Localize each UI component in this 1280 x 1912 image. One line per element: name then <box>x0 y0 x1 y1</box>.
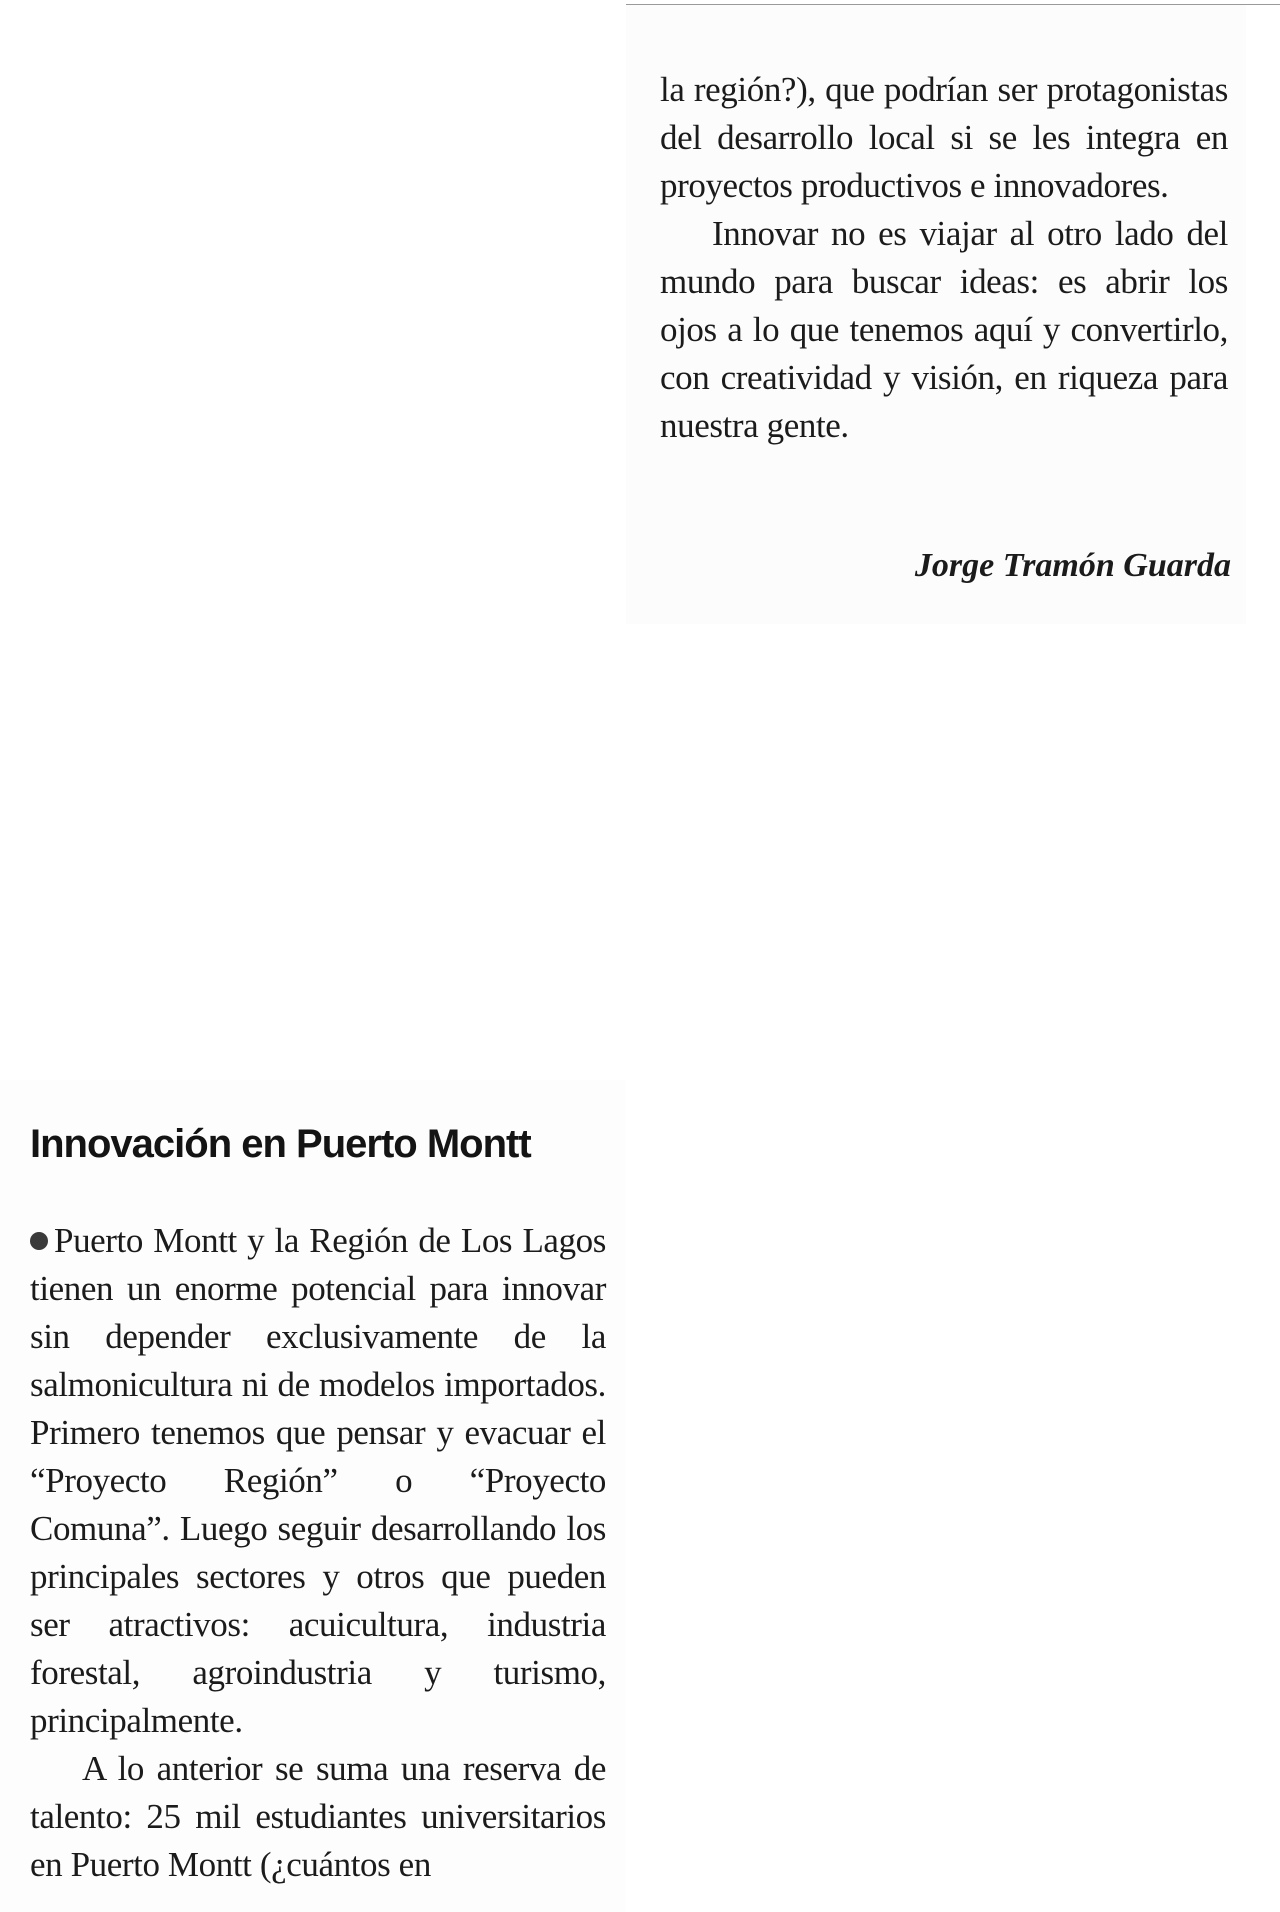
column-top-rule <box>626 4 1280 5</box>
article-paragraph-2: A lo anterior se suma una reserva de talento: 25 mil estudiantes universitarios en Puerto Montt (¿cuántos en <box>30 1749 606 1884</box>
continuation-paragraph-2: Innovar no es viajar al otro lado del mundo para buscar ideas: es abrir los ojos a lo que tenemos aquí y convertirlo, con creatividad y visión, en riqueza para nuestra gente. <box>660 214 1228 445</box>
continuation-paragraph-1: la región?), que podrían ser protagonistas del desarrollo local si se les integra en proyectos productivos e innovadores. <box>660 70 1228 205</box>
article-headline: Innovación en Puerto Montt <box>30 1122 531 1166</box>
bullet-icon <box>30 1232 48 1250</box>
article-body <box>30 1217 606 1889</box>
letter-continuation-text <box>660 66 1228 450</box>
letter-continuation-column <box>626 4 1246 624</box>
author-signature: Jorge Tramón Guarda <box>914 547 1231 584</box>
article-paragraph-1-text: Puerto Montt y la Región de Los Lagos tienen un enorme potencial para innovar sin depender exclusivamente de la salmonicultura ni de modelos importados. Primero tenemos que pensar y evacuar el “Proyecto Región” o “Proyecto Comuna”. Luego seguir desarrollando los principales sectores y otros que pueden ser atractivos: acuicultura, industria forestal, agroindustria y turismo, principalmente. <box>30 1221 606 1740</box>
article-paragraph-1 <box>30 1217 606 1745</box>
